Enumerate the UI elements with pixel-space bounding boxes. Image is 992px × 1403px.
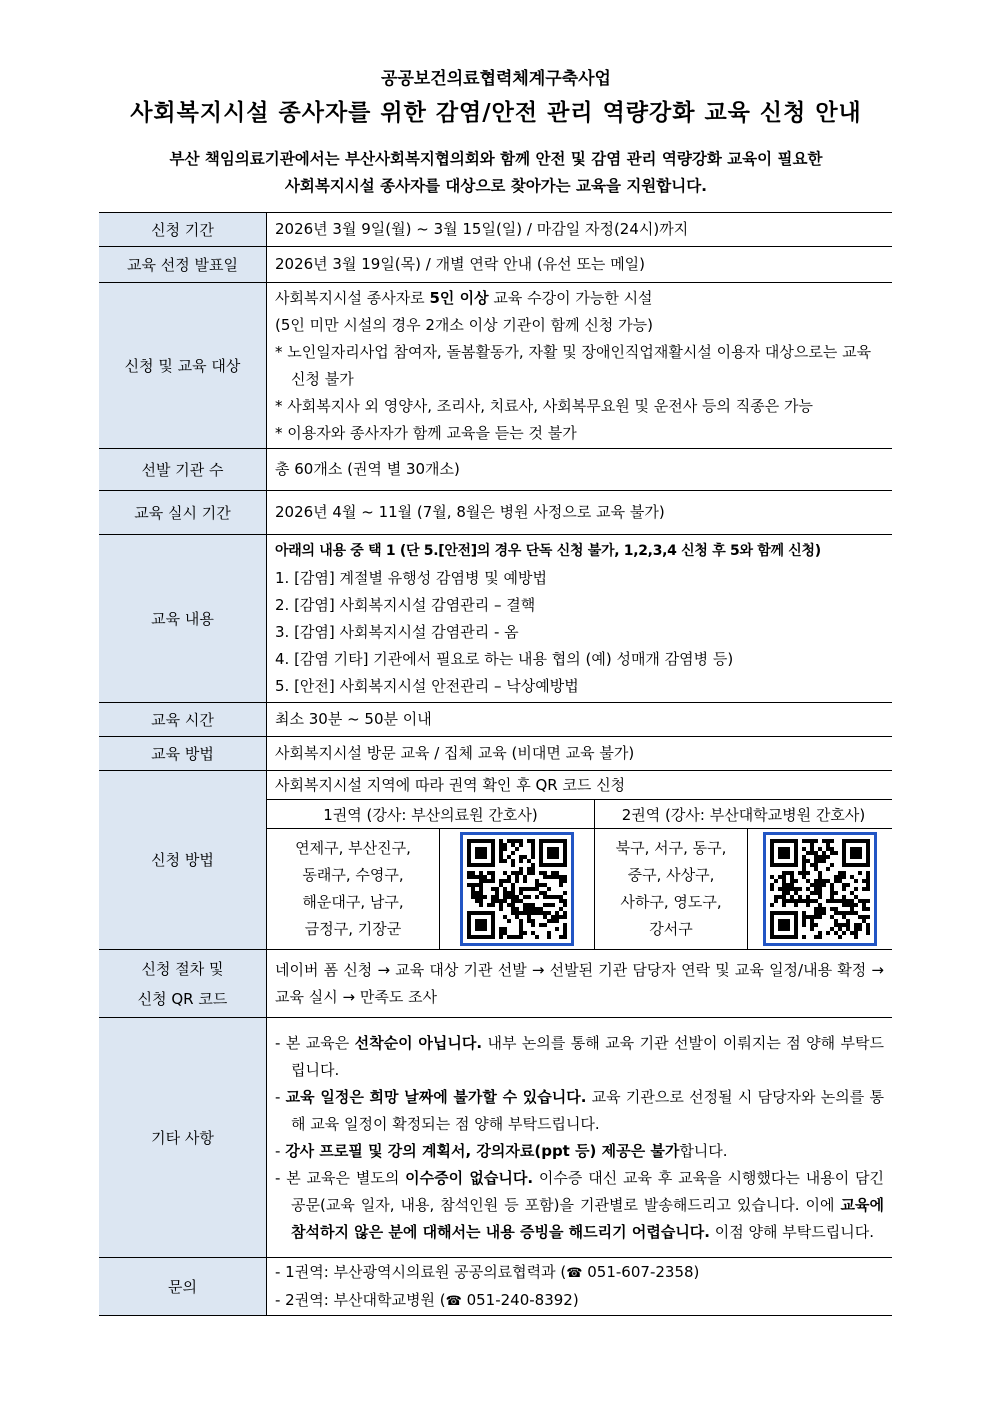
district-line: 북구, 서구, 동구, — [615, 839, 727, 857]
etc-text: 이수증 대신 교육 후 교육을 시행했다는 내용이 담긴 공문(교육 일자, 내용, 참석인원 등 포함)을 기관별로 발송해드리고 있습니다. 이에 — [291, 1168, 885, 1214]
region-table — [267, 799, 892, 949]
method-label: 교육 방법 — [99, 737, 267, 771]
target-note-3: * 이용자와 종사자가 함께 교육을 듣는 것 불가 — [275, 423, 577, 442]
etc-text: 교육 기관으로 선정될 시 담당자와 논의를 통해 교육 일정이 확정되는 점 양해 부탁드립니다. — [291, 1087, 884, 1133]
district-line: 금정구, 기장군 — [304, 920, 402, 938]
region1-header: 1권역 (강사: 부산의료원 간호사) — [267, 800, 595, 829]
apply-value — [267, 771, 893, 950]
etc-emphasis: 이수증이 없습니다. — [405, 1168, 534, 1187]
region2-header: 2권역 (강사: 부산대학교병원 간호사) — [595, 800, 893, 829]
row-apply — [99, 771, 892, 950]
intro-line-1: 부산 책임의료기관에서는 부산사회복지협의회와 함께 안전 및 감염 관리 역량강화 교육이 필요한 — [169, 150, 823, 168]
etc-emphasis: 강사 프로필 및 강의 계획서, 강의자료(ppt 등) 제공은 불가 — [285, 1141, 680, 1160]
row-period — [99, 213, 892, 247]
region2-qr-cell — [748, 829, 893, 950]
district-line: 강서구 — [649, 920, 693, 938]
row-procedure — [99, 950, 892, 1018]
etc-emphasis: 교육 일정은 희망 날짜에 불가할 수 있습니다. — [285, 1087, 587, 1106]
etc-note-3 — [275, 1138, 884, 1165]
content-item: 1. [감염] 계절별 유행성 감염병 및 예방법 — [275, 568, 547, 587]
content-item: 4. [감염 기타] 기관에서 필요로 하는 내용 협의 (예) 성매개 감염병 등) — [275, 649, 734, 668]
contact-org: - 2권역: 부산대학교병원 ( — [275, 1290, 446, 1309]
district-line: 사하구, 영도구, — [620, 893, 722, 911]
announce-label: 교육 선정 발표일 — [99, 247, 267, 283]
row-method — [99, 737, 892, 771]
procedure-label-line-2: 신청 QR 코드 — [137, 989, 228, 1008]
row-time — [99, 703, 892, 737]
etc-emphasis: 교육에 참석하지 않은 분에 대해서는 내용 증빙을 해드리기 어렵습니다. — [291, 1195, 884, 1241]
etc-text: 합니다. — [679, 1141, 728, 1160]
target-label: 신청 및 교육 대상 — [99, 283, 267, 449]
qr-code-icon[interactable] — [763, 832, 877, 946]
etc-value — [267, 1018, 893, 1258]
page-title: 사회복지시설 종사자를 위한 감염/안전 관리 역량강화 교육 신청 안내 — [130, 100, 862, 126]
content-value — [267, 535, 893, 703]
method-value: 사회복지시설 방문 교육 / 집체 교육 (비대면 교육 불가) — [267, 737, 893, 771]
etc-text: 내부 논의를 통해 교육 기관 선발이 이뤄지는 점 양해 부탁드립니다. — [291, 1033, 884, 1079]
target-note-2: * 사회복지사 외 영양사, 조리사, 치료사, 사회복무요원 및 운전사 등의 직종은 가능 — [275, 396, 813, 415]
district-line: 동래구, 수영구, — [302, 866, 404, 884]
etc-text: 이점 양해 부탁드립니다. — [710, 1222, 874, 1241]
procedure-value: 네이버 폼 신청 → 교육 대상 기관 선발 → 선발된 기관 담당자 연락 및 교육 일정/내용 확정 → 교육 실시 → 만족도 조사 — [267, 950, 893, 1018]
region1-districts — [267, 829, 440, 950]
etc-text: - 본 교육은 — [275, 1033, 355, 1052]
row-etc — [99, 1018, 892, 1258]
contact-line-1 — [275, 1259, 884, 1287]
count-label: 선발 기관 수 — [99, 449, 267, 491]
qr-code-icon[interactable] — [460, 832, 574, 946]
target-line-1 — [275, 285, 884, 312]
count-value: 총 60개소 (권역 별 30개소) — [267, 449, 893, 491]
etc-label: 기타 사항 — [99, 1018, 267, 1258]
row-content — [99, 535, 892, 703]
row-announce — [99, 247, 892, 283]
content-item: 2. [감염] 사회복지시설 감염관리 – 결핵 — [275, 595, 536, 614]
procedure-label — [99, 950, 267, 1018]
row-target — [99, 283, 892, 449]
content-item: 5. [안전] 사회복지시설 안전관리 – 낙상예방법 — [275, 676, 579, 695]
intro-line-2: 사회복지시설 종사자를 대상으로 찾아가는 교육을 지원합니다. — [284, 177, 708, 195]
region1-qr-cell — [440, 829, 595, 950]
content-heading: 아래의 내용 중 택 1 (단 5.[안전]의 경우 단독 신청 불가, 1,2,3,4 신청 후 5와 함께 신청) — [275, 542, 821, 559]
contact-org: - 1권역: 부산광역시의료원 공공의료협력과 ( — [275, 1262, 567, 1281]
apply-instruction: 사회복지시설 지역에 따라 권역 확인 후 QR 코드 신청 — [275, 776, 626, 794]
district-line: 해운대구, 남구, — [302, 893, 404, 911]
procedure-label-line-1: 신청 절차 및 — [141, 959, 224, 978]
time-label: 교육 시간 — [99, 703, 267, 737]
etc-note-1 — [275, 1030, 884, 1084]
etc-text: - 본 교육은 별도의 — [275, 1168, 406, 1187]
apply-label: 신청 방법 — [99, 771, 267, 950]
period-value: 2026년 3월 9일(월) ~ 3월 15일(일) / 마감일 자정(24시)까지 — [267, 213, 893, 247]
row-contact — [99, 1258, 892, 1316]
contact-line-2 — [275, 1287, 884, 1315]
period-label: 신청 기간 — [99, 213, 267, 247]
etc-text: - — [275, 1141, 286, 1160]
contact-label: 문의 — [99, 1258, 267, 1316]
contact-number[interactable]: 051-240-8392) — [466, 1290, 579, 1309]
announce-value: 2026년 3월 19일(목) / 개별 연락 안내 (유선 또는 메일) — [267, 247, 893, 283]
region2-districts — [595, 829, 748, 950]
district-line: 연제구, 부산진구, — [295, 839, 411, 857]
etc-note-4 — [275, 1165, 884, 1246]
etc-text: - — [275, 1087, 286, 1106]
time-value: 최소 30분 ~ 50분 이내 — [267, 703, 893, 737]
target-note-1: * 노인일자리사업 참여자, 돌봄활동가, 자활 및 장애인직업재활시설 이용자 대상으로는 교육 신청 불가 — [275, 342, 872, 388]
row-duration — [99, 491, 892, 535]
contact-value — [267, 1258, 893, 1316]
target-text: 사회복지시설 종사자로 — [275, 288, 430, 307]
row-count — [99, 449, 892, 491]
target-value — [267, 283, 893, 449]
content-item: 3. [감염] 사회복지시설 감염관리 - 옴 — [275, 622, 519, 641]
duration-value: 2026년 4월 ~ 11월 (7월, 8월은 병원 사정으로 교육 불가) — [267, 491, 893, 535]
etc-note-2 — [275, 1084, 884, 1138]
target-text-end: 교육 수강이 가능한 시설 — [488, 288, 653, 307]
target-line-2: (5인 미만 시설의 경우 2개소 이상 기관이 함께 신청 가능) — [275, 315, 653, 334]
district-line: 중구, 사상구, — [627, 866, 715, 884]
etc-emphasis: 선착순이 아닙니다. — [354, 1033, 483, 1052]
target-min-count: 5인 이상 — [429, 288, 489, 307]
phone-icon: ☎ — [566, 1265, 583, 1281]
duration-label: 교육 실시 기간 — [99, 491, 267, 535]
info-table — [99, 212, 892, 1316]
content-label: 교육 내용 — [99, 535, 267, 703]
phone-icon: ☎ — [445, 1293, 462, 1309]
contact-number[interactable]: 051-607-2358) — [587, 1262, 700, 1281]
program-subtitle: 공공보건의료협력체계구축사업 — [381, 69, 611, 89]
intro-text — [90, 146, 902, 200]
